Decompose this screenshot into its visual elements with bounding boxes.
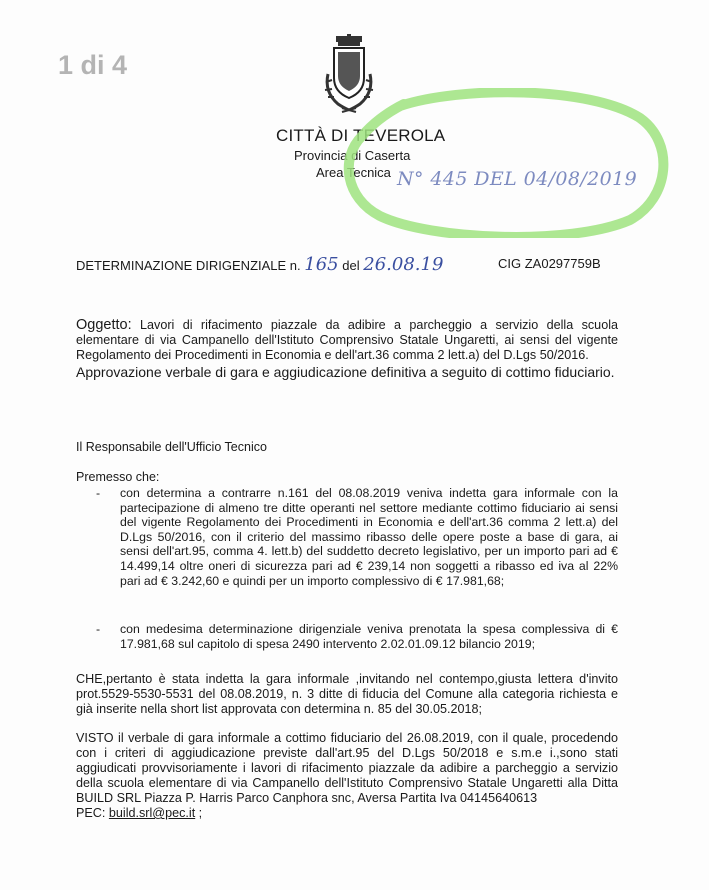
province-name: Provincia di Caserta	[294, 148, 411, 163]
pec-suffix: ;	[195, 806, 203, 820]
cig-code: CIG ZA0297759B	[498, 256, 601, 271]
city-name: CITTÀ DI TEVEROLA	[276, 126, 446, 145]
determination-label: DETERMINAZIONE DIRIGENZIALE n.	[76, 258, 301, 273]
pec-email-link[interactable]: build.srl@pec.it	[108, 806, 196, 820]
subject-label: Oggetto:	[76, 317, 132, 333]
handwritten-protocol-number: N° 445 DEL 04/08/2019	[397, 168, 638, 190]
paragraph-che: CHE,pertanto è stata indetta la gara informale ,invitando nel contempo,giusta lettera d'invito prot.5529-5530-5531 del 08.08.2019, n. 3 ditte di fiducia del Comune alla categoria richiesta e già inserite nella short list approvata con determina n. 85 del 30.05.2018;	[76, 672, 618, 716]
determination-date: 26.08.19	[363, 254, 444, 275]
bullet-text: con determina a contrarre n.161 del 08.08.2019 veniva indetta gara informale con la partecipazione di almeno tre ditte operanti nel settore mediante cottimo fiduciario ai sensi del vigente Regolamento dei Procedimenti in Economia e dell'art.36 comma 2 lett.a) del D.Lgs 50/2016, con il criterio del massimo ribasso delle opere poste a base di gara, ai sensi dell'art.95, comma 4. lett.b) del suddetto decreto legislativo, per un importo pari ad € 14.499,14 oltre oneri di sicurezza pari ad € 239,14 non soggetti a ribasso ed iva al 22% pari ad € 3.242,60 e quindi per un importo complessivo di € 17.981,68;	[120, 486, 618, 588]
paragraph-visto	[76, 731, 618, 821]
determination-line	[76, 254, 601, 275]
paragraph-visto-text: VISTO il verbale di gara informale a cottimo fiduciario del 26.08.2019, con il quale, procedendo con i criteri di aggiudicazione previste dall'art.95 del D.Lgs 50/2018 e s.m.e i.,sono stati aggiudicati provvisoriamente i lavori di rifacimento piazzale da adibire a parcheggio a servizio della scuola elementare di via Campanello dell'Istituto Comprensivo Statale Ungaretti alla Ditta BUILD SRL Piazza P. Harris Parco Canphora snc, Aversa Partita Iva 04145640613	[76, 731, 618, 805]
bullet-text: con medesima determinazione dirigenziale veniva prenotata la spesa complessiva di € 17.981,68 sul capitolo di spesa 2490 intervento 2.02.01.09.12 bilancio 2019;	[120, 622, 618, 651]
subject-approval: Approvazione verbale di gara e aggiudicazione definitiva a seguito di cottimo fiduciario.	[76, 364, 615, 380]
list-item	[96, 622, 618, 651]
page-counter: 1 di 4	[58, 50, 128, 80]
determination-number: 165	[304, 254, 339, 275]
subject-text: Lavori di rifacimento piazzale da adibire a parcheggio a servizio della scuola elementare di via Campanello dell'Istituto Comprensivo Statale Ungaretti, ai sensi del vigente Regolamento dei Procedimenti in Economia e dell'art.36 comma 2 lett.a) del D.Lgs 50/2016.	[76, 318, 618, 362]
department-name: Area Tecnica	[316, 165, 391, 180]
premise-label: Premesso che:	[76, 470, 160, 484]
pec-label: PEC:	[76, 806, 106, 820]
bullet-dash: -	[96, 622, 101, 636]
bullet-dash: -	[96, 486, 101, 500]
responsible-heading: Il Responsabile dell'Ufficio Tecnico	[76, 440, 267, 454]
determination-del-label: del	[342, 258, 360, 273]
subject-section	[76, 318, 618, 380]
list-item	[96, 486, 618, 588]
highlight-circle-annotation	[340, 88, 670, 238]
